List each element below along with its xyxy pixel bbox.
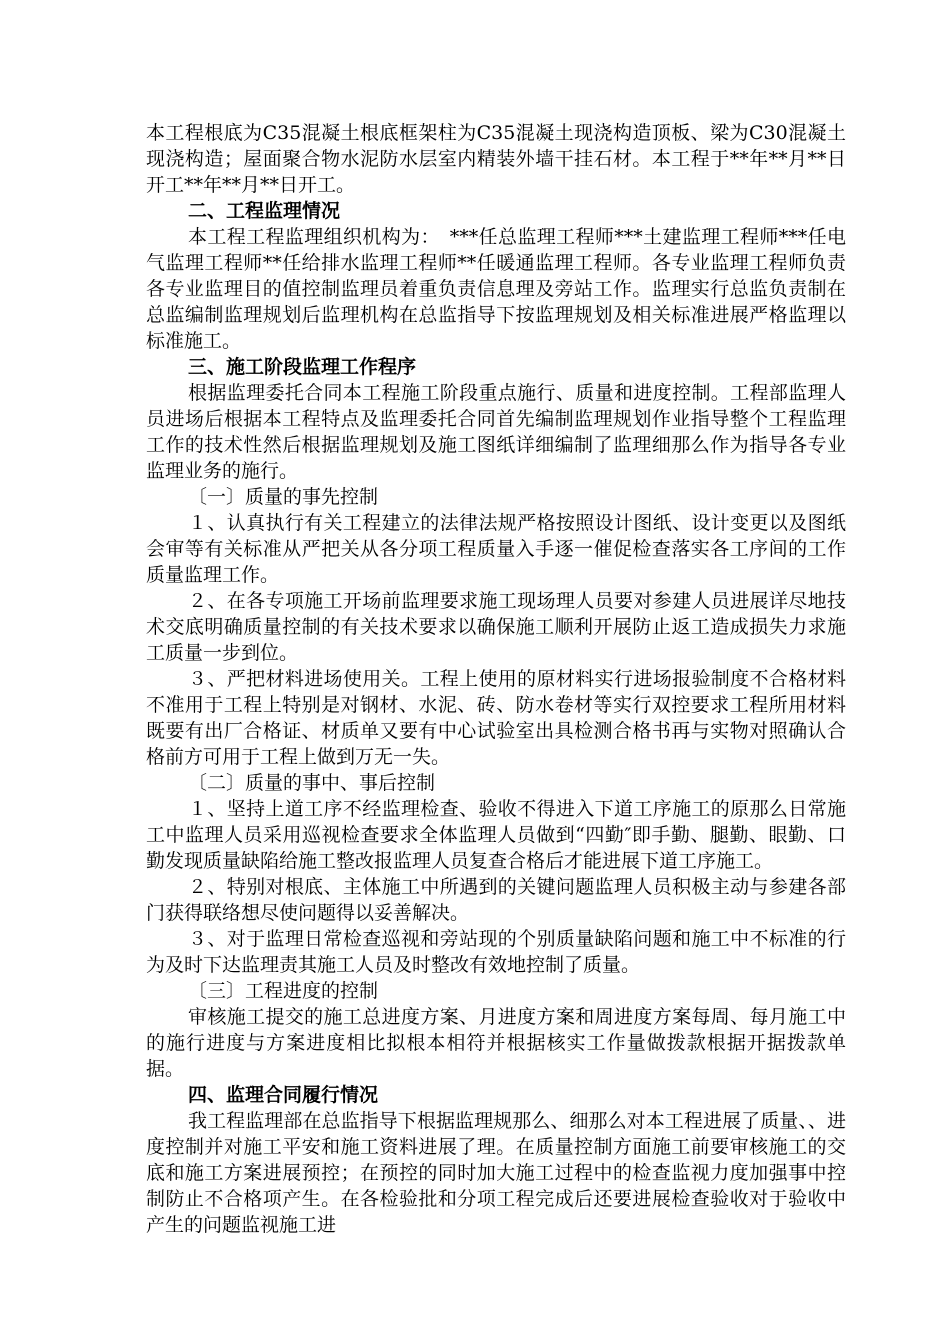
paragraph-project-structure: 本工程根底为C35混凝土根底框架柱为C35混凝土现浇构造顶板、梁为C30混凝土现浇构造；屋面聚合物水泥防水层室内精装外墙干挂石材。本工程于**年**月**日开工**年**月**日开工。 <box>146 122 846 196</box>
document-page <box>146 120 846 1238</box>
paragraph-precontrol-item-3: ３、严把材料进场使用关。工程上使用的原材料实行进场报验制度不合格材料不准用于工程上特别是对钢材、水泥、砖、防水卷材等实行双控要求工程所用材料既要有出厂合格证、材质单又要有中心试验室出具检测合格书再与实物对照确认合格前方可用于工程上做到万无一失。 <box>146 668 846 768</box>
heading-contract-performance: 四、监理合同履行情况 <box>188 1084 379 1106</box>
paragraph-procedure-overview: 根据监理委托合同本工程施工阶段重点施行、质量和进度控制。工程部监理人员进场后根据本工程特点及监理委托合同首先编制监理规划作业指导整个工程监理工作的技术性然后根据监理规划及施工图纸详细编制了监理细那么作为指导各专业监理业务的施行。 <box>146 382 846 482</box>
paragraph-supervision-organization: 本工程工程监理组织机构为： ***任总监理工程师***土建监理工程师***任电气监理工程师**任给排水监理工程师**任暖通监理工程师。各专业监理工程师负责各专业监理目的值控制监理员着重负责信息理及旁站工作。监理实行总监负责制在总监编制监理规划后监理机构在总监指导下按监理规划及相关标准进展严格监理以标准施工。 <box>146 226 846 352</box>
paragraph-progress-control: 审核施工提交的施工总进度方案、月进度方案和周进度方案每周、每月施工中的施行进度与方案进度相比拟根本相符并根据核实工作量做拨款根据开据拨款单据。 <box>146 1006 846 1080</box>
subheading-progress-control: 〔三〕工程进度的控制 <box>188 980 379 1002</box>
paragraph-contract-performance: 我工程监理部在总监指导下根据监理规那么、细那么对本工程进展了质量、、进度控制并对施工平安和施工资料进展了理。在质量控制方面施工前要审核施工的交底和施工方案进展预控；在预控的同时加大施工过程中的检查监视力度加强事中控制防止不合格项产生。在各检验批和分项工程完成后还要进展检查验收对于验收中产生的问题监视施工进 <box>146 1110 846 1236</box>
subheading-quality-in-process: 〔二〕质量的事中、事后控制 <box>188 772 436 794</box>
heading-supervision-status: 二、工程监理情况 <box>188 200 341 222</box>
paragraph-precontrol-item-1: １、认真执行有关工程建立的法律法规严格按照设计图纸、设计变更以及图纸会审等有关标准从严把关从各分项工程质量入手逐一催促检查落实各工序间的工作质量监理工作。 <box>146 512 846 586</box>
paragraph-in-process-item-3: ３、对于监理日常检查巡视和旁站现的个别质量缺陷问题和施工中不标准的行为及时下达监理责其施工人员及时整改有效地控制了质量。 <box>146 928 846 976</box>
paragraph-in-process-item-1: １、坚持上道工序不经监理检查、验收不得进入下道工序施工的原那么日常施工中监理人员采用巡视检查要求全体监理人员做到“四勤″即手勤、腿勤、眼勤、口勤发现质量缺陷给施工整改报监理人员复查合格后才能进展下道工序施工。 <box>146 798 846 872</box>
paragraph-precontrol-item-2: ２、在各专项施工开场前监理要求施工现场理人员要对参建人员进展详尽地技术交底明确质量控制的有关技术要求以确保施工顺利开展防止返工造成损失力求施工质量一步到位。 <box>146 590 846 664</box>
heading-construction-procedure: 三、施工阶段监理工作程序 <box>188 356 417 378</box>
paragraph-in-process-item-2: ２、特别对根底、主体施工中所遇到的关键问题监理人员积极主动与参建各部门获得联络想尽使问题得以妥善解决。 <box>146 876 846 924</box>
subheading-quality-precontrol: 〔一〕质量的事先控制 <box>188 486 379 508</box>
